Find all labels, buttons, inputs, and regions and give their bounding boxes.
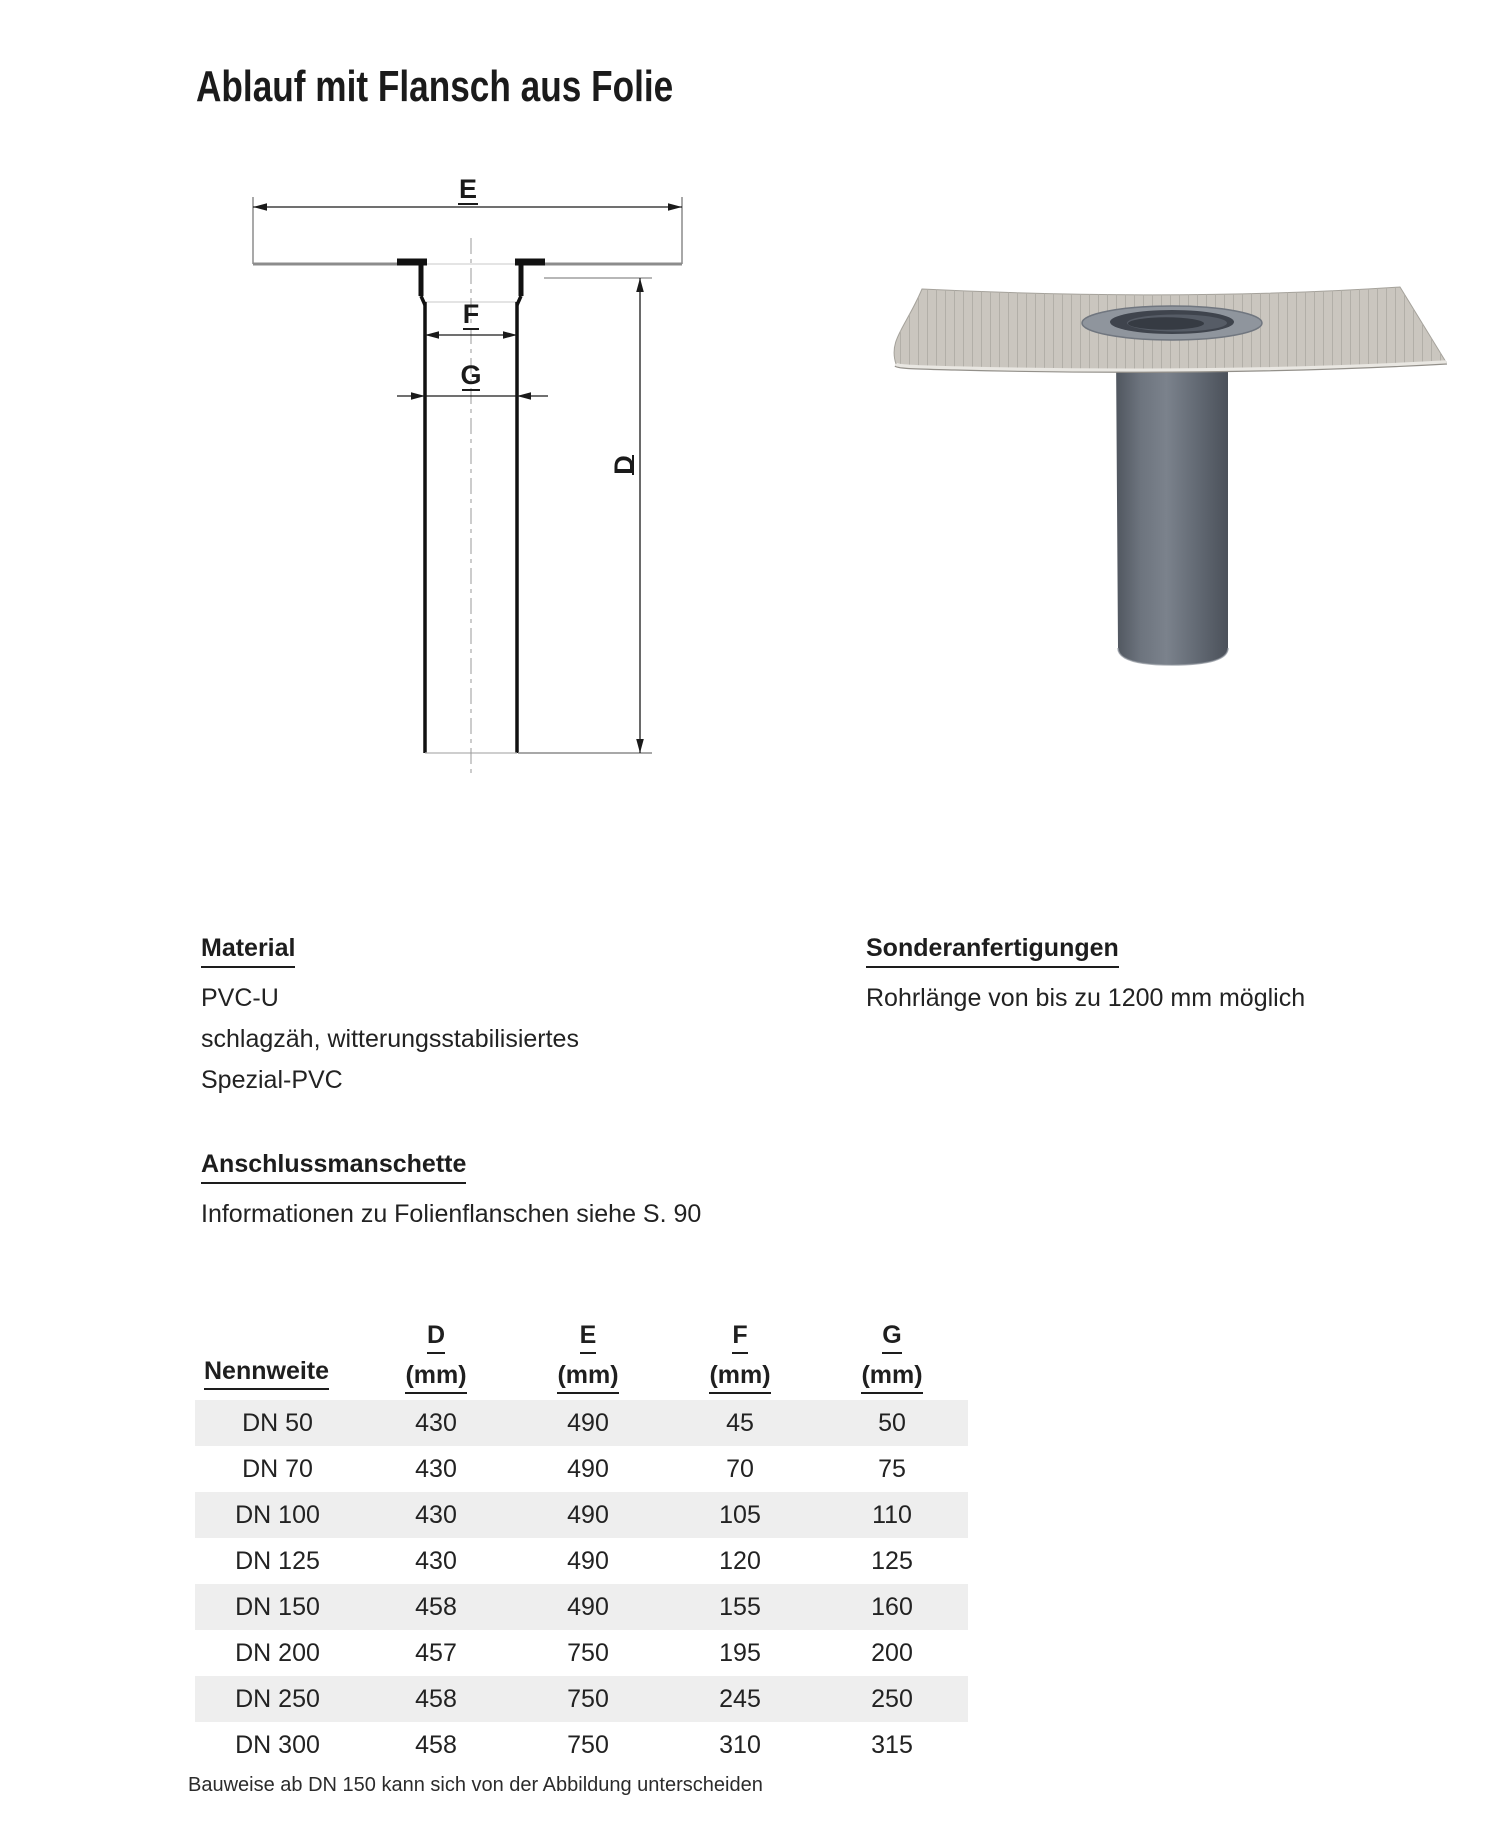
- table-header-e: E (mm): [512, 1320, 664, 1400]
- section-anschlussmanschette: [201, 1150, 701, 1235]
- product-photo: [860, 210, 1490, 680]
- dimensions-table: [195, 1312, 968, 1768]
- material-line: Spezial-PVC: [201, 1066, 343, 1094]
- material-line: schlagzäh, witterungsstabilisiertes: [201, 1025, 579, 1053]
- dim-label-e: E: [458, 174, 478, 204]
- material-line: PVC-U: [201, 984, 279, 1012]
- table-row: DN 150 458 490 155 160: [195, 1584, 968, 1630]
- dim-label-g: G: [460, 360, 482, 390]
- table-header: [195, 1312, 968, 1400]
- anschlussmanschette-heading: Anschlussmanschette: [201, 1150, 466, 1184]
- section-sonderanfertigungen: [866, 934, 1305, 1019]
- table-row: DN 125 430 490 120 125: [235, 1546, 913, 1575]
- table-row: DN 300 458 750 310 315: [235, 1730, 913, 1759]
- material-heading: Material: [201, 934, 295, 968]
- sonderanfertigungen-line: Rohrlänge von bis zu 1200 mm möglich: [866, 984, 1306, 1012]
- dim-label-f: F: [462, 299, 480, 329]
- table-footnote: Bauweise ab DN 150 kann sich von der Abbildung unterscheiden: [188, 1774, 763, 1796]
- dim-label-d: D: [609, 455, 639, 475]
- page-title: Ablauf mit Flansch aus Folie: [196, 62, 674, 111]
- table-row: DN 100 430 490 105 110: [195, 1492, 968, 1538]
- table-header-f: F (mm): [664, 1320, 816, 1400]
- photo-collar: [1082, 306, 1262, 340]
- table-row: DN 50 430 490 45 50: [195, 1400, 968, 1446]
- technical-drawing: [200, 150, 700, 795]
- photo-pipe: [1116, 350, 1228, 665]
- table-header-g: G (mm): [816, 1320, 968, 1400]
- anschlussmanschette-line: Informationen zu Folienflanschen siehe S. 90: [201, 1200, 702, 1228]
- table-row: DN 250 458 750 245 250: [195, 1676, 968, 1722]
- section-material: [201, 934, 579, 1101]
- table-header-d: D (mm): [360, 1320, 512, 1400]
- sonderanfertigungen-heading: Sonderanfertigungen: [866, 934, 1119, 968]
- table-row: DN 70 430 490 70 75: [242, 1454, 906, 1483]
- table-row: DN 200 457 750 195 200: [235, 1638, 913, 1667]
- table-header-nennweite: Nennweite: [195, 1357, 360, 1400]
- table-body: [195, 1400, 968, 1768]
